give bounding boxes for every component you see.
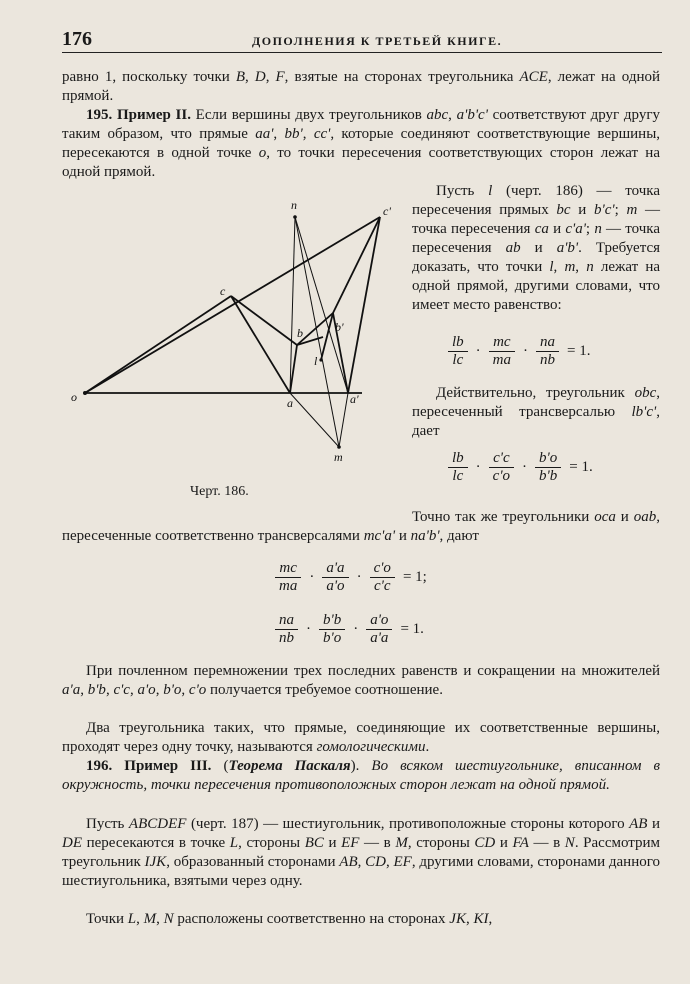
fraction: $\frac{na}{nb}$ — [275, 612, 298, 647]
equation-rhs: = 1. — [567, 343, 591, 359]
equation-3: $\frac{mc}{ma}$ · $\frac{a'a}{a'o}$ · $\frac{c'o}{c'c}$ = 1; — [272, 560, 432, 595]
paragraph-pascal-proof: Пусть ABCDEF (черт. 187) — шестиугольник, противоположные стороны которого AB и DE пересекаются в точке L, стороны BC и EF — в M, стороны CD и FA — в N. Рассмотрим треугольник IJK, образованный сторонами AB, CD, EF, другими словами, сторонами данного шестиугольника, взятыми через одну. — [62, 816, 661, 889]
fraction: $\frac{mc}{ma}$ — [275, 560, 301, 595]
fraction: $\frac{na}{nb}$ — [536, 334, 559, 369]
page-number: 176 — [62, 28, 92, 50]
header-rule — [62, 52, 662, 53]
line-a-prime-m — [339, 393, 348, 447]
paragraph-proof-setup: Пусть l (черт. 186) — точка пересечения прямых bc и b'c'; m — точка пересечения ca и c'a'; n — точка пересечения ab и a'b'. Требуется доказать, что точки l, m, n лежат на одной прямой, другими словами, что имеет место равенство: — [412, 183, 661, 313]
paragraph-points-lmn: Точки L, M, N расположены соответственно на сторонах JK, KI, — [86, 911, 493, 927]
point-o — [83, 391, 87, 395]
line-n-a-prime — [295, 217, 348, 393]
label-c: c — [220, 284, 226, 298]
fraction: $\frac{lb}{lc}$ — [448, 450, 468, 485]
figure-caption: Черт. 186. — [190, 484, 249, 499]
point-l — [319, 358, 322, 361]
label-b-prime: b' — [335, 320, 344, 334]
paragraph-homological: Два треугольника таких, что прямые, соединяющие их соответственные вершины, проходят через одну точку, называются гомологическими. — [62, 720, 660, 755]
page-header — [62, 28, 662, 54]
fraction: $\frac{c'o}{c'c}$ — [370, 560, 395, 595]
line-c-b — [231, 296, 297, 345]
fraction: $\frac{b'b}{b'o}$ — [319, 612, 345, 647]
running-title: ДОПОЛНЕНИЯ К ТРЕТЬЕЙ КНИГЕ. — [252, 34, 503, 48]
fraction: $\frac{mc}{ma}$ — [489, 334, 515, 369]
fraction: $\frac{c'c}{c'o}$ — [489, 450, 514, 485]
equation-2: $\frac{lb}{lc}$ · $\frac{c'c}{c'o}$ · $\frac{b'o}{b'b}$ = 1. — [445, 450, 598, 485]
fraction: $\frac{a'a}{a'o}$ — [322, 560, 348, 595]
line-a-m — [290, 393, 339, 447]
label-c-prime: c' — [383, 204, 391, 218]
paragraph-example-3: 196. Пример III. (Теорема Паскаля). Во всяком шестиугольнике, вписанном в окружность, точки пересечения противоположных сторон лежат на одной прямой. — [62, 758, 661, 793]
figure-lines — [85, 217, 380, 393]
label-n: n — [291, 198, 297, 212]
fraction: $\frac{a'o}{a'a}$ — [366, 612, 392, 647]
fraction: $\frac{lb}{lc}$ — [448, 334, 468, 369]
line-c-a — [231, 296, 290, 393]
line-c-prime-a-prime — [348, 217, 380, 393]
figure-186-diagram — [65, 195, 405, 465]
line-o-c-prime — [85, 217, 380, 393]
line-o-c — [85, 296, 231, 393]
paragraph-other-triangles: Точно так же треугольники oca и oab, пересеченные соответственно трансверсалями mc'a' и na'b', дают — [62, 509, 660, 544]
fraction: $\frac{b'o}{b'b}$ — [535, 450, 561, 485]
equation-rhs: = 1; — [402, 569, 427, 585]
paragraph-triangle-obc: Действительно, треугольник obc, пересеченный трансверсалью lb'c', дает — [412, 385, 660, 439]
label-m: m — [334, 450, 343, 464]
label-o: o — [71, 390, 77, 404]
label-b: b — [297, 326, 303, 340]
equation-rhs: = 1. — [400, 621, 424, 637]
label-a-prime: a' — [350, 392, 359, 406]
equation-rhs: = 1. — [569, 459, 593, 475]
paragraph-1: равно 1, поскольку точки B, D, F, взятые на сторонах треугольника ACE, лежат на одной прямой. — [62, 69, 661, 104]
point-m — [337, 445, 341, 449]
label-l: l — [314, 354, 318, 368]
point-n — [293, 215, 297, 219]
equation-4: $\frac{na}{nb}$ · $\frac{b'b}{b'o}$ · $\frac{a'o}{a'a}$ = 1. — [272, 612, 429, 647]
equation-1: $\frac{lb}{lc}$ · $\frac{mc}{ma}$ · $\frac{na}{nb}$ = 1. — [445, 334, 595, 369]
label-a: a — [287, 396, 293, 410]
paragraph-example-2: 195. Пример II. Если вершины двух треугольников abc, a'b'c' соответствуют друг другу таким образом, что прямые aa', bb', cc', которые соединяют соответствующие вершины, пересекаются в одной точке o, то точки пересечения соответствующих сторон лежат на одной прямой. — [62, 107, 661, 180]
paragraph-multiplication: При почленном перемножении трех последних равенств и сокращении на множителей a'a, b'b, c'c, a'o, b'o, c'o получается требуемое соотношение. — [62, 663, 660, 698]
